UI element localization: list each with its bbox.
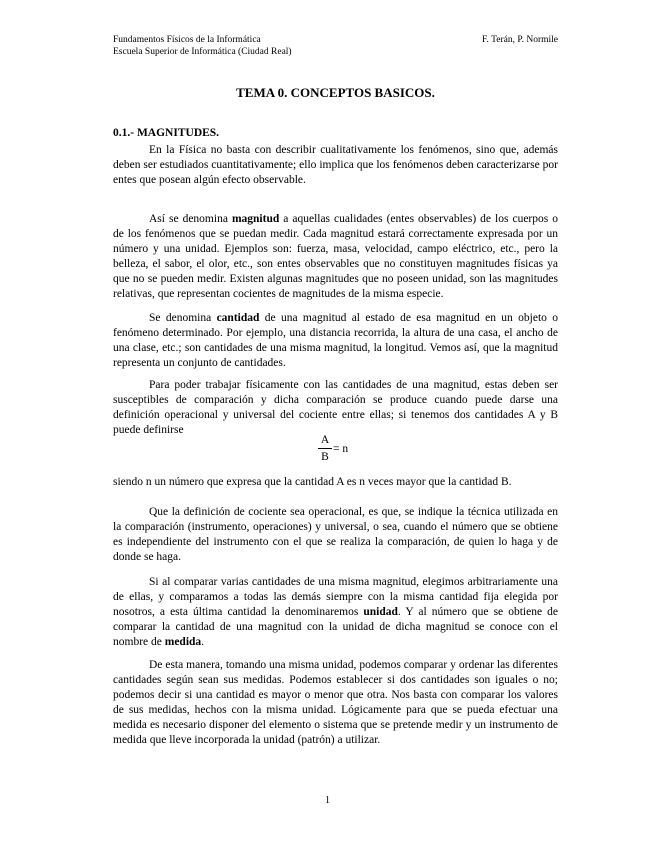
paragraph-2-pre: Así se denomina [149, 213, 232, 225]
paragraph-7 [113, 575, 558, 650]
section-heading: 0.1.- MAGNITUDES. [113, 127, 220, 139]
page-title: TEMA 0. CONCEPTOS BASICOS. [236, 85, 435, 100]
paragraph-6: Que la definición de cociente sea operacional, es que, se indique la técnica utilizada en la comparación (instrumento, operaciones) y universal, o sea, cuando el número que se obtiene es independiente del instrumento con el que se realiza la comparación, de quien lo haga y de donde se haga. [113, 506, 558, 563]
paragraph-4: Para poder trabajar físicamente con las cantidades de una magnitud, estas deben ser susceptibles de comparación y dicha comparación se produce cuando puede darse una definición operacional y universal del cociente entre ellas; si tenemos dos cantidades A y B puede definirse [113, 379, 558, 436]
paragraph-1: En la Física no basta con describir cualitativamente los fenómenos, sino que, además deben ser estudiados cuantitativamente; ello implica que los fenómenos deben caracterizarse por entes que posean algún efecto observable. [113, 144, 558, 186]
paragraph-7-end: . [201, 636, 205, 648]
term-cantidad: cantidad [216, 312, 260, 324]
formula-denominator: B [321, 451, 329, 463]
paragraph-8: De esta manera, tomando una misma unidad, podemos comparar y ordenar las diferentes cantidades según sean sus medidas. Podemos establecer si dos cantidades son iguales o no; podemos decir si una cantidad es mayor o menor que otra. Nos basta con comparar los valores de sus medidas, hechos con la misma unidad. Lógicamente para que se pueda efectuar una medida es necesario disponer del elemento o sistema que se pretende medir y un instrumento de medida que lleve incorporada la unidad (patrón) a utilizar. [113, 659, 558, 746]
term-medida: medida [164, 636, 202, 648]
paragraph-2-post: a aquellas cualidades (entes observables) de los cuerpos o de los fenómenos que se puedan medir. Cada magnitud estará correctamente expresada por un número y una unidad. Ejemplos son: fuerza, masa, velocidad, campo eléctrico, etc., pero la belleza, el sabor, el olor, etc., son entes observables que no constituyen magnitudes físicas ya que no se pueden medir. Existen algunas magnitudes que no poseen unidad, son las magnitudes relativas, que representan cocientes de magnitudes de la misma especie. [113, 213, 558, 300]
fraction-bar [318, 448, 332, 449]
term-unidad: unidad [363, 606, 398, 618]
formula-numerator: A [320, 434, 330, 446]
paragraph-7-pre: Si al comparar varias cantidades de una misma magnitud, elegimos arbitrariamente una de ellas, y comparamos a todas las demás siempre con la misma cantidad fija elegida por nosotros, a esta última cantidad la denominaremos [113, 576, 558, 618]
paragraph-3-post: de una magnitud al estado de esa magnitud en un objeto o fenómeno determinado. Por ejemplo, una distancia recorrida, la altura de una casa, el ancho de una clase, etc.; son cantidades de una misma magnitud, la longitud. Vemos así, que la magnitud representa un conjunto de cantidades. [113, 312, 558, 369]
page-number: 1 [325, 795, 330, 806]
header-school: Escuela Superior de Informática (Ciudad Real) [113, 47, 292, 57]
term-magnitud: magnitud [231, 213, 280, 225]
paragraph-7-mid: . Y al número que se obtiene de comparar la cantidad de una magnitud con la unidad de dicha magnitud se conoce con el nombre de [113, 606, 558, 648]
formula-quotient [318, 433, 378, 464]
header-authors: F. Terán, P. Normile [482, 35, 558, 45]
paragraph-5: siendo n un número que expresa que la cantidad A es n veces mayor que la cantidad B. [113, 476, 512, 488]
paragraph-3 [113, 311, 558, 371]
paragraph-3-pre: Se denomina [149, 312, 217, 324]
paragraph-2 [113, 212, 558, 302]
header-left [113, 34, 292, 58]
header-course: Fundamentos Físicos de la Informática [113, 35, 261, 45]
formula-rhs: = n [333, 443, 349, 455]
